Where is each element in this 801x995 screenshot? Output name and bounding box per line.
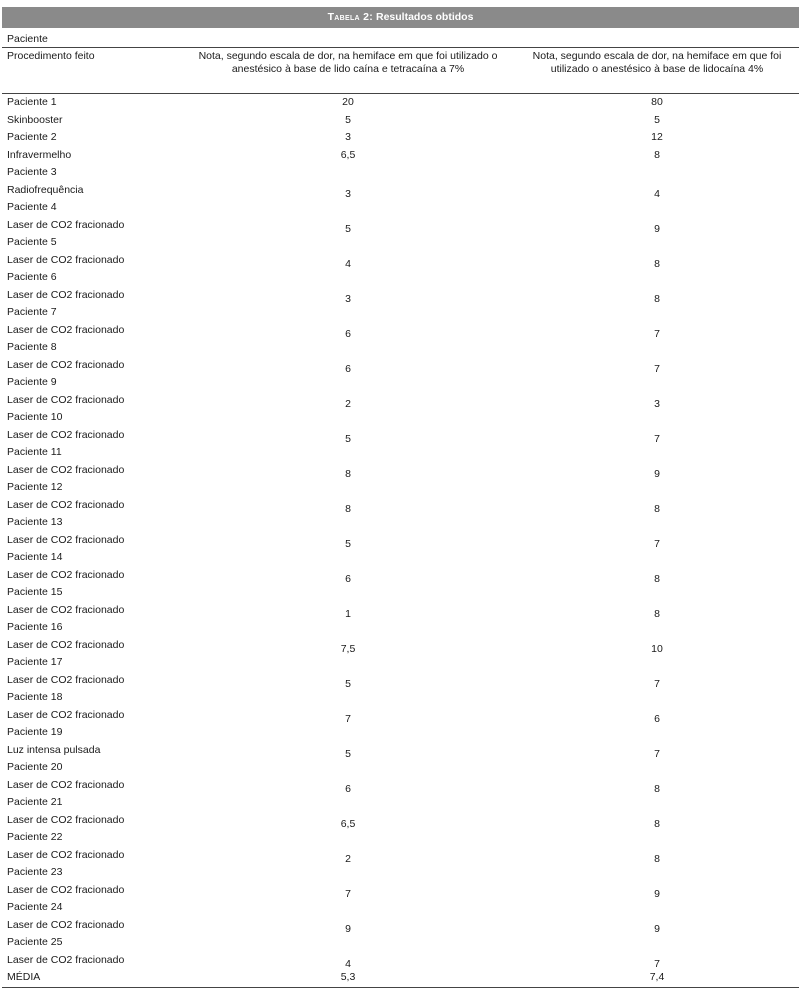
table-row-label: Laser de CO2 fracionado [7, 288, 125, 301]
table-cell-score-lidocaine-tetracaine: 5 [345, 747, 351, 760]
table-cell-score-lidocaine: 8 [654, 572, 660, 585]
header-patient: Paciente [7, 33, 48, 45]
table-row-label: Paciente 16 [7, 621, 63, 633]
table-cell-score-lidocaine-tetracaine: 5,3 [340, 971, 356, 983]
table-caption [2, 7, 799, 28]
table-cell-score-lidocaine: 7 [654, 747, 660, 760]
table-cell-score-lidocaine: 7 [654, 327, 660, 340]
table-bottom-rule [2, 987, 799, 988]
table-row-label: Laser de CO2 fracionado [7, 708, 125, 721]
table-row-label: Radiofrequência [7, 183, 84, 196]
table-cell-score-lidocaine-tetracaine: 8 [345, 467, 351, 480]
table-cell-score-lidocaine-tetracaine: 3 [345, 187, 351, 200]
table-cell-score-lidocaine: 4 [654, 187, 660, 200]
table-cell-score-lidocaine-tetracaine: 5 [345, 537, 351, 550]
table-cell-score-lidocaine: 8 [654, 292, 660, 305]
table-cell-score-lidocaine-tetracaine: 1 [345, 607, 351, 620]
table-row-label: Paciente 25 [7, 936, 63, 948]
header-score-lidocaine-tetracaine: Nota, segundo escala de dor, na hemiface em que foi utilizado o anestésico à base de lido caína e tetracaína a 7% [198, 50, 498, 75]
table-cell-score-lidocaine-tetracaine: 6,5 [340, 148, 356, 161]
table-cell-score-lidocaine-tetracaine: 7,5 [340, 642, 356, 655]
table-row-label: Paciente 4 [7, 201, 57, 213]
table-cell-score-lidocaine: 7 [654, 957, 660, 970]
table-cell-score-lidocaine: 8 [654, 852, 660, 865]
table-cell-score-lidocaine: 9 [654, 222, 660, 235]
table-cell-score-lidocaine-tetracaine: 5 [345, 222, 351, 235]
table-caption-label: Tabela 2: [327, 11, 374, 23]
table-cell-score-lidocaine: 5 [654, 113, 660, 126]
table-cell-score-lidocaine-tetracaine: 2 [345, 852, 351, 865]
table-cell-score-lidocaine-tetracaine: 5 [345, 113, 351, 126]
table-row-label: Paciente 20 [7, 761, 63, 773]
table-row-label: Luz intensa pulsada [7, 743, 101, 756]
table-cell-score-lidocaine: 10 [651, 642, 663, 655]
table-cell-score-lidocaine: 7 [654, 362, 660, 375]
table-cell-score-lidocaine: 7 [654, 537, 660, 550]
table-cell-score-lidocaine: 9 [654, 887, 660, 900]
table-cell-score-lidocaine-tetracaine: 3 [345, 292, 351, 305]
table-cell-score-lidocaine: 9 [654, 467, 660, 480]
table-cell-score-lidocaine: 8 [654, 782, 660, 795]
table-cell-score-lidocaine-tetracaine: 7 [345, 712, 351, 725]
table-cell-score-lidocaine-tetracaine: 5 [345, 677, 351, 690]
table-cell-score-lidocaine-tetracaine: 9 [345, 922, 351, 935]
table-cell-score-lidocaine-tetracaine: 5 [345, 432, 351, 445]
table-row-label: Paciente 21 [7, 796, 63, 808]
table-row-label: Paciente 22 [7, 831, 63, 843]
table-row-label: Laser de CO2 fracionado [7, 218, 125, 231]
table-row-label: Paciente 7 [7, 306, 57, 318]
table-row-label: Paciente 11 [7, 446, 62, 458]
table-cell-score-lidocaine: 6 [654, 712, 660, 725]
table-cell-score-lidocaine-tetracaine: 6 [345, 782, 351, 795]
table-row-label: Paciente 3 [7, 166, 57, 178]
header-score-lidocaine: Nota, segundo escala de dor, na hemiface em que foi utilizado o anestésico à base de lidocaína 4% [532, 50, 782, 75]
table-row-label: Laser de CO2 fracionado [7, 323, 125, 336]
table-cell-score-lidocaine: 8 [654, 817, 660, 830]
table-row-label: Laser de CO2 fracionado [7, 673, 125, 686]
table-row-label: Laser de CO2 fracionado [7, 883, 125, 896]
table-row-label: Paciente 6 [7, 271, 57, 283]
table-row-label: Paciente 13 [7, 516, 63, 528]
table-row-label: Laser de CO2 fracionado [7, 253, 125, 266]
table-cell-score-lidocaine: 7 [654, 677, 660, 690]
table-caption-text: Resultados obtidos [373, 11, 474, 23]
table-row-label: Laser de CO2 fracionado [7, 848, 125, 861]
table-cell-score-lidocaine: 80 [651, 96, 663, 108]
header-bottom-divider [2, 93, 799, 94]
table-cell-score-lidocaine-tetracaine: 4 [345, 257, 351, 270]
table-cell-score-lidocaine-tetracaine: 6 [345, 572, 351, 585]
header-divider [2, 47, 799, 48]
table-cell-score-lidocaine: 8 [654, 607, 660, 620]
table-cell-score-lidocaine-tetracaine: 7 [345, 887, 351, 900]
table-row-label: Laser de CO2 fracionado [7, 568, 125, 581]
table-cell-score-lidocaine: 8 [654, 148, 660, 161]
table-row-label: MÉDIA [7, 971, 41, 983]
table-row-label: Skinbooster [7, 113, 63, 126]
table-cell-score-lidocaine: 8 [654, 257, 660, 270]
table-row-label: Laser de CO2 fracionado [7, 778, 125, 791]
table-row-label: Laser de CO2 fracionado [7, 603, 125, 616]
table-cell-score-lidocaine-tetracaine: 3 [345, 131, 351, 143]
table-cell-score-lidocaine-tetracaine: 6 [345, 327, 351, 340]
table-row-label: Paciente 10 [7, 411, 63, 423]
table-row-label: Laser de CO2 fracionado [7, 498, 125, 511]
table-row-label: Paciente 23 [7, 866, 63, 878]
table-row-label: Laser de CO2 fracionado [7, 918, 125, 931]
table-cell-score-lidocaine-tetracaine: 20 [342, 96, 354, 108]
table-cell-score-lidocaine-tetracaine: 2 [345, 397, 351, 410]
table-row-label: Laser de CO2 fracionado [7, 813, 125, 826]
table-row-label: Laser de CO2 fracionado [7, 393, 125, 406]
table-row-label: Paciente 18 [7, 691, 63, 703]
table-row-label: Laser de CO2 fracionado [7, 533, 125, 546]
table-cell-score-lidocaine: 12 [651, 131, 663, 143]
table-row-label: Laser de CO2 fracionado [7, 428, 125, 441]
table-cell-score-lidocaine: 7,4 [649, 971, 665, 983]
table-row-label: Laser de CO2 fracionado [7, 358, 125, 371]
table-cell-score-lidocaine-tetracaine: 6,5 [340, 817, 356, 830]
table-row-label: Paciente 9 [7, 376, 57, 388]
header-procedure: Procedimento feito [7, 50, 95, 62]
table-row-label: Paciente 15 [7, 586, 63, 598]
table-row-label: Laser de CO2 fracionado [7, 953, 125, 966]
table-row-label: Paciente 12 [7, 481, 63, 493]
table-row-label: Paciente 14 [7, 551, 63, 563]
table-cell-score-lidocaine-tetracaine: 8 [345, 502, 351, 515]
table-row-label: Paciente 8 [7, 341, 57, 353]
table-cell-score-lidocaine-tetracaine: 6 [345, 362, 351, 375]
table-cell-score-lidocaine: 3 [654, 397, 660, 410]
table-row-label: Paciente 1 [7, 96, 57, 108]
table-row-label: Infravermelho [7, 148, 72, 161]
table-row-label: Laser de CO2 fracionado [7, 463, 125, 476]
table-row-label: Paciente 24 [7, 901, 63, 913]
table-cell-score-lidocaine: 7 [654, 432, 660, 445]
table-row-label: Paciente 17 [7, 656, 63, 668]
table-row-label: Paciente 19 [7, 726, 63, 738]
table-cell-score-lidocaine: 9 [654, 922, 660, 935]
table-row-label: Paciente 5 [7, 236, 57, 248]
table-row-label: Laser de CO2 fracionado [7, 638, 125, 651]
table-cell-score-lidocaine: 8 [654, 502, 660, 515]
table-cell-score-lidocaine-tetracaine: 4 [345, 957, 351, 970]
table-row-label: Paciente 2 [7, 131, 57, 143]
